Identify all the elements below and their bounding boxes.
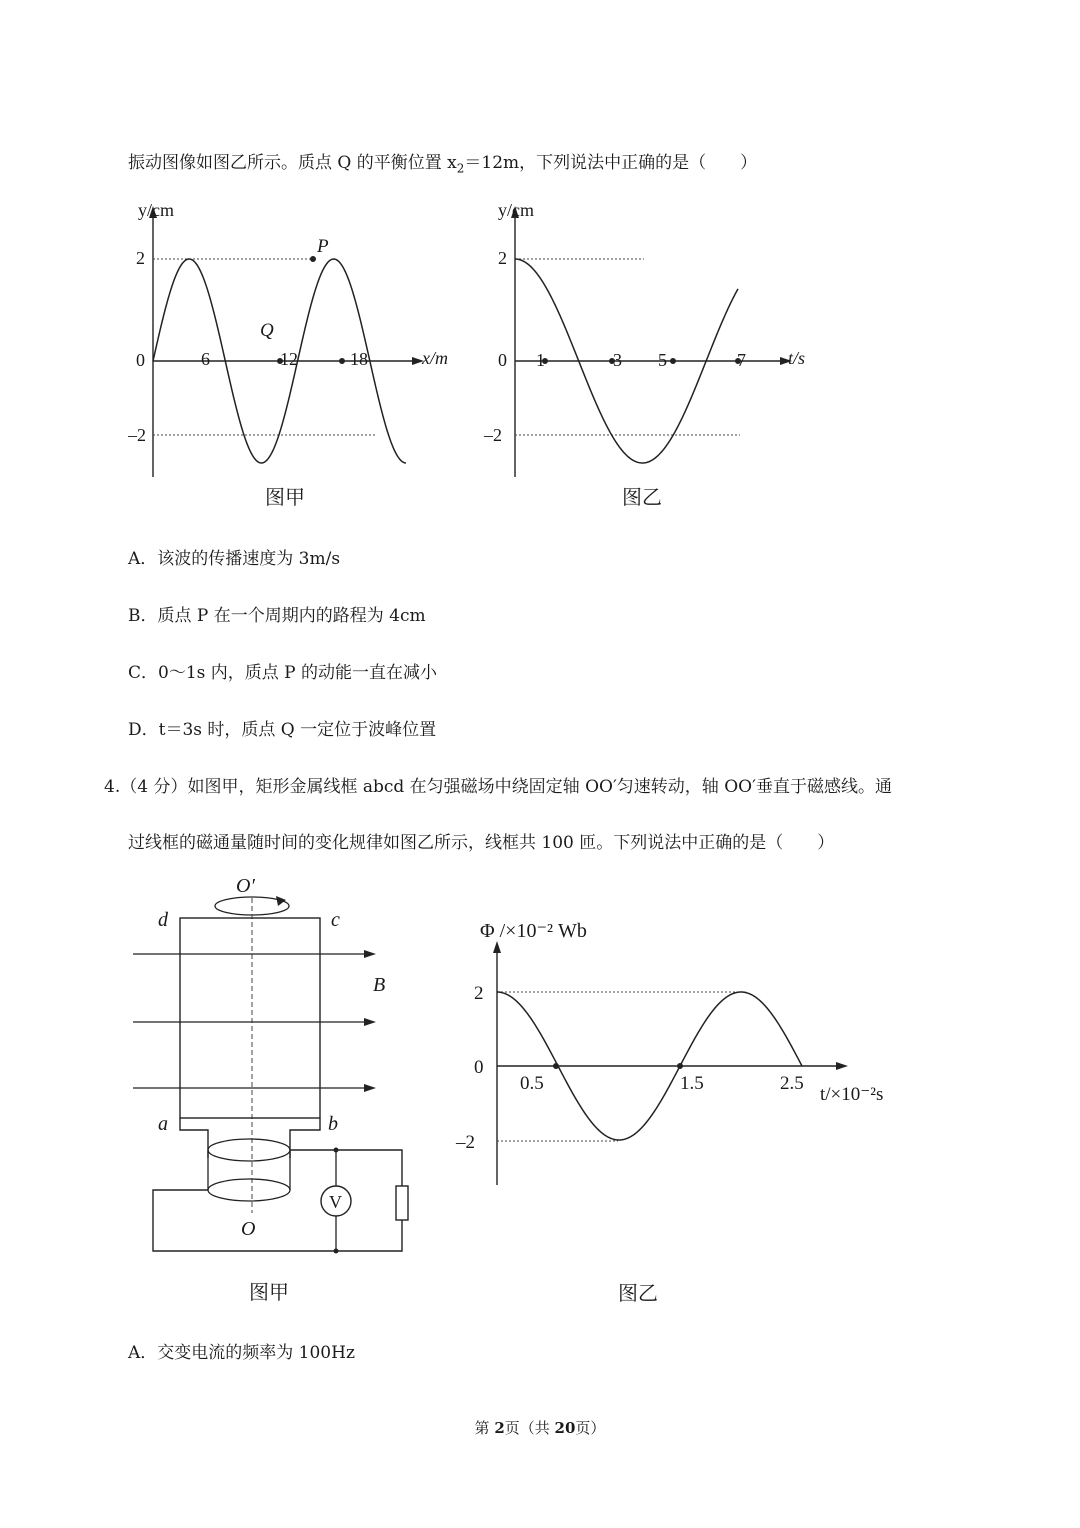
q4-fig-a-slip-ring-upper xyxy=(208,1139,290,1161)
q3-figure-a xyxy=(128,192,468,522)
q3-fig-a-label-p: P xyxy=(317,236,329,257)
q4-fig-a-lead-left xyxy=(180,1118,208,1158)
q4-fig-a-field-arrow-2 xyxy=(364,1018,376,1026)
page-footer xyxy=(0,1417,1080,1438)
q3-option-b: B．质点 P 在一个周期内的路程为 4cm xyxy=(128,606,426,626)
footer-suffix: 页） xyxy=(575,1419,606,1437)
footer-middle: 页（共 xyxy=(504,1419,555,1437)
q4-fig-a-resistor xyxy=(396,1186,408,1220)
q3-fig-b-caption: 图乙 xyxy=(622,487,662,509)
q4-fig-b-ytick-2: 2 xyxy=(474,983,484,1004)
q4-fig-b-xtick-0-5: 0.5 xyxy=(520,1073,544,1094)
footer-total-pages: 20 xyxy=(554,1419,576,1437)
footer-page-number: 2 xyxy=(494,1419,505,1437)
q3-fig-a-ytick-2: 2 xyxy=(136,248,145,268)
q4-figure-a xyxy=(128,868,428,1308)
q4-fig-a-label-b: b xyxy=(328,1113,338,1135)
q4-fig-a-node-top xyxy=(334,1148,339,1153)
q4-fig-b-xtick-1-5: 1.5 xyxy=(680,1073,704,1094)
q4-fig-a-caption: 图甲 xyxy=(249,1282,289,1304)
q4-fig-b-caption: 图乙 xyxy=(618,1283,658,1305)
q3-fig-b-ytick-0: 0 xyxy=(498,350,507,370)
q4-fig-b-x-arrow xyxy=(836,1062,848,1070)
q4-fig-a-node-bottom xyxy=(334,1249,339,1254)
q4-fig-a-label-o-bottom: O xyxy=(241,1218,256,1240)
q4-fig-b-ytick-neg2: –2 xyxy=(456,1132,475,1153)
q3-stem-text: 振动图像如图乙所示。质点 Q 的平衡位置 x xyxy=(128,153,457,173)
q3-fig-a-xtick-6: 6 xyxy=(201,349,210,369)
q3-fig-b-point-5 xyxy=(670,358,676,364)
q3-fig-b-y-label: y/cm xyxy=(498,200,534,220)
q4-fig-a-label-d: d xyxy=(158,909,168,931)
q4-fig-a-label-a: a xyxy=(158,1113,168,1135)
q3-figure-b xyxy=(480,192,820,522)
q3-fig-a-caption: 图甲 xyxy=(265,487,305,509)
q3-stem-subscript: 2 xyxy=(456,161,465,176)
q3-fig-a-ytick-neg2: –2 xyxy=(128,425,146,445)
q4-fig-b-ytick-0: 0 xyxy=(474,1057,484,1078)
q3-fig-a-x-label: x/m xyxy=(422,348,448,368)
q4-fig-b-x-label: t/×10⁻²s xyxy=(820,1084,884,1105)
q3-fig-a-point-18 xyxy=(339,358,345,364)
q3-fig-a-ytick-0: 0 xyxy=(136,350,145,370)
q3-fig-a-xtick-18: 18 xyxy=(350,349,368,369)
q4-fig-a-voltmeter-label: V xyxy=(329,1192,342,1212)
q3-fig-a-label-q: Q xyxy=(260,320,274,341)
q3-fig-b-ytick-neg2: –2 xyxy=(484,425,502,445)
q4-fig-a-field-arrow-3 xyxy=(364,1084,376,1092)
q4-stem-line-2: 过线框的磁通量随时间的变化规律如图乙所示，线框共 100 匝。下列说法中正确的是（ ） xyxy=(128,833,835,853)
q4-figure-b xyxy=(450,905,910,1305)
q4-fig-a-label-c: c xyxy=(331,909,340,931)
q4-fig-a-rotation-arrow xyxy=(276,896,286,906)
q4-fig-a-label-B: B xyxy=(373,974,386,996)
q4-fig-a-circuit-top-wire xyxy=(290,1150,402,1186)
q4-fig-a-slip-ring-lower xyxy=(208,1179,290,1201)
q3-fig-b-ytick-2: 2 xyxy=(498,248,507,268)
q3-stem xyxy=(128,148,757,175)
q3-fig-b-x-label: t/s xyxy=(788,348,806,368)
q4-fig-a-label-o-top: O′ xyxy=(236,875,255,897)
q3-fig-b-xtick-3: 3 xyxy=(613,350,622,370)
q4-fig-a-field-arrow-1 xyxy=(364,950,376,958)
q3-fig-b-xtick-7: 7 xyxy=(737,350,746,370)
q3-fig-a-xtick-12: 12 xyxy=(280,349,298,369)
q4-fig-b-y-arrow xyxy=(493,941,501,953)
q3-fig-b-xtick-5: 5 xyxy=(658,350,667,370)
q3-stem-end: ＝12m，下列说法中正确的是（ ） xyxy=(464,153,758,173)
q4-stem-line-1: 4.（4 分）如图甲，矩形金属线框 abcd 在匀强磁场中绕固定轴 OO′匀速转动，轴 OO′垂直于磁感线。通 xyxy=(104,777,892,797)
q4-option-a: A．交变电流的频率为 100Hz xyxy=(128,1343,355,1363)
q3-option-d: D．t＝3s 时，质点 Q 一定位于波峰位置 xyxy=(128,720,437,740)
q3-option-a: A．该波的传播速度为 3m/s xyxy=(128,549,341,569)
q3-option-c: C．0～1s 内，质点 P 的动能一直在减小 xyxy=(128,663,438,683)
q3-fig-a-point-p xyxy=(310,256,316,262)
q4-fig-b-point-0-5 xyxy=(553,1063,559,1069)
q3-fig-b-xtick-1: 1 xyxy=(536,350,545,370)
q4-fig-a-lead-right xyxy=(290,1118,320,1158)
q4-fig-b-xtick-2-5: 2.5 xyxy=(780,1073,804,1094)
q4-fig-a-circuit-bottom-wire xyxy=(153,1190,402,1251)
q4-fig-b-point-1-5 xyxy=(677,1063,683,1069)
q4-fig-b-y-label: Φ /×10⁻² Wb xyxy=(480,920,587,942)
footer-prefix: 第 xyxy=(474,1419,495,1437)
q3-fig-a-y-label: y/cm xyxy=(138,200,174,220)
